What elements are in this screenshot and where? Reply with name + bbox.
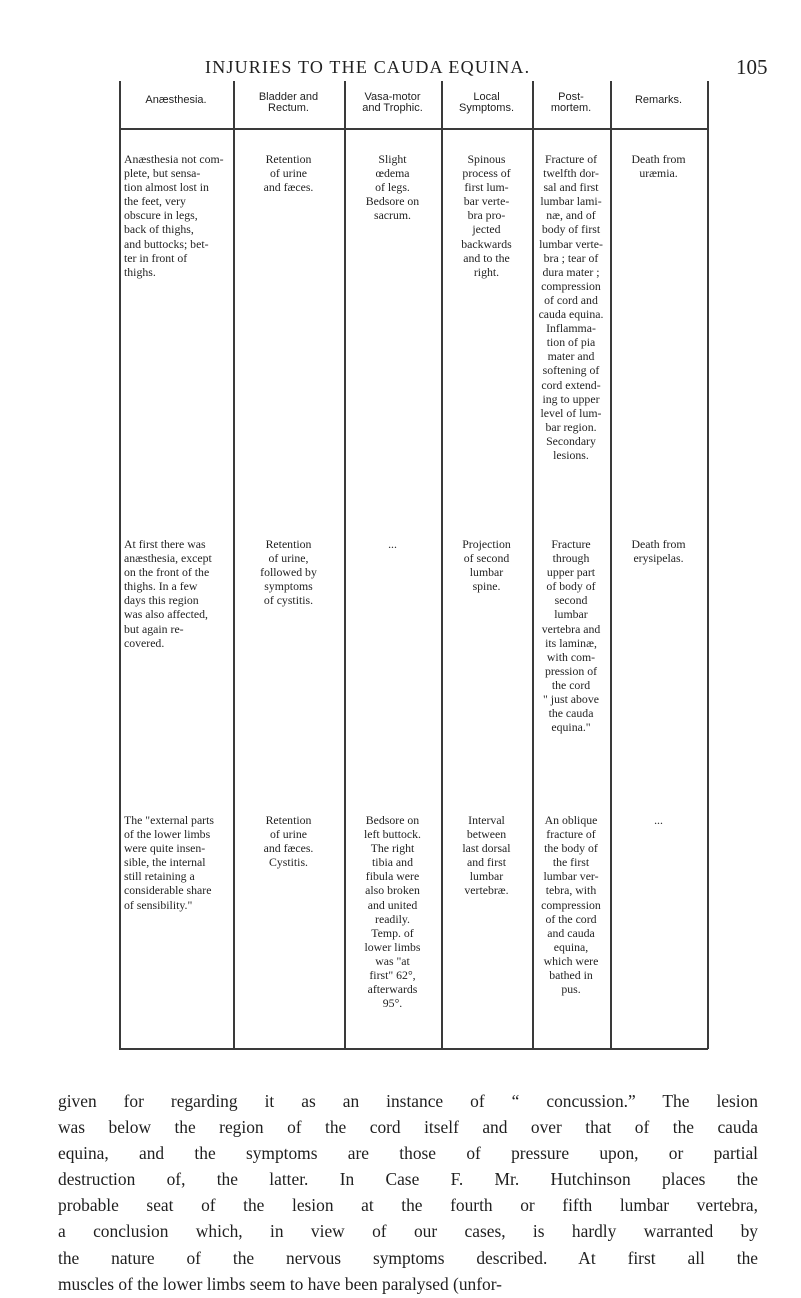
row2-bladder: Retention of urine, followed by symptoms of cystitis. — [260, 537, 317, 608]
row3-remarks: ... — [654, 813, 663, 827]
clinical-table — [119, 81, 708, 1049]
row2-anaesthesia: At first there was anæsthesia, except on the front of the thighs. In a few days this region was also affected, but again re- covered. — [124, 537, 212, 650]
body-paragraph — [58, 1088, 758, 1297]
header-post-mortem: Post- mortem. — [550, 91, 592, 114]
paragraph-line: destruction of, the latter. In Case F. Mr. Hutchinson places the — [58, 1169, 758, 1190]
row3-anaesthesia: The "external parts of the lower limbs were quite insen- sible, the internal still retaining a considerable share of sensibility." — [124, 813, 214, 912]
row1-anaesthesia: Anæsthesia not com- plete, but sensa- tion almost lost in the feet, very obscure in legs, back of thighs, and buttocks; bet- ter in front of thighs. — [124, 152, 224, 279]
row1-vasomotor: Slight œdema of legs. Bedsore on sacrum. — [365, 152, 420, 223]
header-anaesthesia: Anæsthesia. — [145, 94, 207, 106]
paragraph-line: probable seat of the lesion at the fourth or fifth lumbar vertebra, — [58, 1195, 758, 1216]
page-number: 105 — [736, 55, 768, 79]
row3-vasomotor: Bedsore on left buttock. The right tibia and fibula were also broken and united readily. Temp. of lower limbs was "at first" 62°, afterwards 95°. — [363, 813, 421, 1011]
table-border-right — [707, 81, 709, 1049]
paragraph-line: a conclusion which, in view of our cases, is hardly warranted by — [58, 1221, 758, 1242]
table-bottom-rule — [119, 1048, 708, 1050]
row2-remarks: Death from erysipelas. — [631, 537, 686, 566]
header-remarks: Remarks. — [634, 94, 683, 106]
row1-local: Spinous process of first lum- bar verte- bra pro- jected backwards and to the right. — [461, 152, 512, 279]
header-local-symptoms: Local Symptoms. — [458, 91, 514, 114]
paragraph-line: equina, and the symptoms are those of pressure upon, or partial — [58, 1143, 758, 1164]
row2-vasomotor: ... — [388, 537, 397, 551]
header-bladder-rectum: Bladder and Rectum. — [258, 91, 319, 114]
header-rule — [119, 128, 708, 130]
row3-postmortem: An oblique fracture of the body of the first lumbar ver- tebra, with compression of the cord and cauda equina, which were bathed in pus. — [541, 813, 601, 997]
row1-bladder: Retention of urine and fæces. — [263, 152, 314, 195]
row2-postmortem: Fracture through upper part of body of second lumbar vertebra and its laminæ, with com- pression of the cord " just above the cauda equina." — [541, 537, 601, 735]
table-border-left — [119, 81, 121, 1049]
row1-postmortem: Fracture of twelfth dor- sal and first lumbar lami- næ, and of body of first lumbar verte- bra ; tear of dura mater ; compression of cord and cauda equina. Inflamma- tion of pia mater and softening of cord extend- ing to upper level of lum- bar region. Secondary lesions. — [538, 152, 604, 462]
row3-bladder: Retention of urine and fæces. Cystitis. — [263, 813, 314, 870]
running-head: INJURIES TO THE CAUDA EQUINA. — [205, 57, 531, 77]
paragraph-line: was below the region of the cord itself and over that of the cauda — [58, 1117, 758, 1138]
paragraph-line: the nature of the nervous symptoms described. At first all the — [58, 1247, 758, 1268]
paragraph-line: given for regarding it as an instance of “ concussion.” The lesion — [58, 1091, 758, 1111]
row1-remarks: Death from uræmia. — [631, 152, 686, 181]
paragraph-line: muscles of the lower limbs seem to have been paralysed (unfor- — [58, 1273, 502, 1294]
row2-local: Projection of second lumbar spine. — [462, 537, 511, 594]
row3-local: Interval between last dorsal and first lumbar vertebræ. — [462, 813, 511, 898]
header-vasomotor-trophic: Vasa-motor and Trophic. — [362, 91, 423, 114]
